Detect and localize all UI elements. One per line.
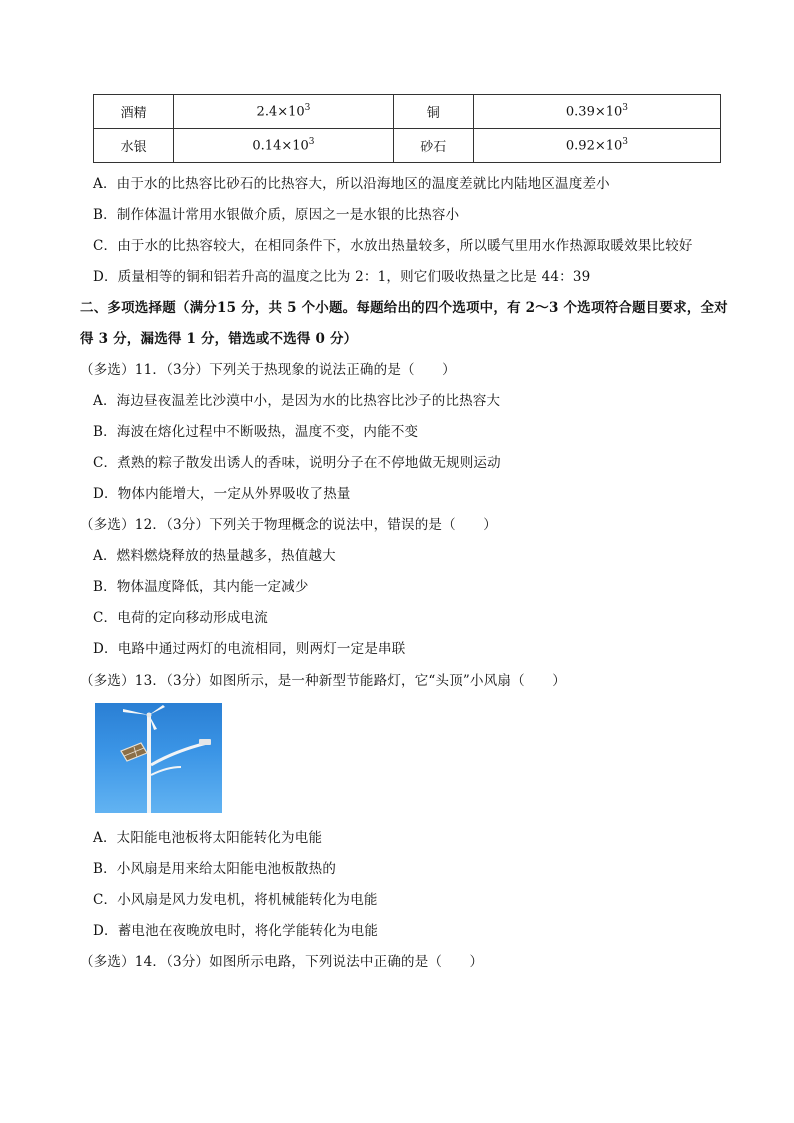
q10-option-b: B．制作体温计常用水银做介质，原因之一是水银的比热容小 <box>93 207 460 223</box>
q13-option-c: C．小风扇是风力发电机，将机械能转化为电能 <box>93 892 378 908</box>
q12-option-a: A．燃料燃烧释放的热量越多，热值越大 <box>93 548 336 564</box>
q11-option-d: D．物体内能增大，一定从外界吸收了热量 <box>93 486 351 502</box>
street-lamp-photo <box>95 703 222 813</box>
section-heading-cont: 得 3 分，漏选得 1 分，错选或不选得 0 分） <box>80 331 358 347</box>
table-cell: $0.92\times 10^3$ <box>473 129 720 163</box>
table-cell: $0.14\times 10^3$ <box>174 129 393 163</box>
table-cell: 酒精 <box>94 95 174 129</box>
q13-option-b: B．小风扇是用来给太阳能电池板散热的 <box>93 861 337 877</box>
q13-option-a: A．太阳能电池板将太阳能转化为电能 <box>93 830 323 846</box>
q13-option-d: D．蓄电池在夜晚放电时，将化学能转化为电能 <box>93 923 379 939</box>
q10-option-a: A．由于水的比热容比砂石的比热容大，所以沿海地区的温度差就比内陆地区温度差小 <box>93 176 610 192</box>
table-row <box>94 95 721 129</box>
q12-option-d: D．电路中通过两灯的电流相同，则两灯一定是串联 <box>93 641 406 657</box>
table-cell: $0.39\times 10^3$ <box>473 95 720 129</box>
q11-option-b: B．海波在熔化过程中不断吸热，温度不变，内能不变 <box>93 424 419 440</box>
q13-stem: （多选）13．（3分）如图所示，是一种新型节能路灯，它“头顶”小风扇（ ） <box>80 673 566 689</box>
q14-stem: （多选）14．（3分）如图所示电路，下列说法中正确的是（ ） <box>80 954 484 970</box>
q10-option-d: D．质量相等的铜和铝若升高的温度之比为 2：1，则它们吸收热量之比是 44：39 <box>93 269 591 285</box>
table-row <box>94 129 721 163</box>
q12-stem: （多选）12．（3分）下列关于物理概念的说法中，错误的是（ ） <box>80 517 497 533</box>
table-cell: 水银 <box>94 129 174 163</box>
street-lamp-icon <box>95 703 222 813</box>
q11-option-c: C．煮熟的粽子散发出诱人的香味，说明分子在不停地做无规则运动 <box>93 455 501 471</box>
q12-option-b: B．物体温度降低，其内能一定减少 <box>93 579 309 595</box>
section-heading: 二、多项选择题（满分15 分，共 5 个小题。每题给出的四个选项中，有 2～3 个选项符合题目要求，全对 <box>80 300 728 316</box>
q11-option-a: A．海边昼夜温差比沙漠中小，是因为水的比热容比沙子的比热容大 <box>93 393 501 409</box>
q11-stem: （多选）11．（3分）下列关于热现象的说法正确的是（ ） <box>80 362 456 378</box>
table-cell: 砂石 <box>393 129 473 163</box>
specific-heat-table <box>93 94 721 163</box>
q10-option-c: C．由于水的比热容较大，在相同条件下，水放出热量较多，所以暖气里用水作热源取暖效果比较好 <box>93 238 693 254</box>
table-cell: $2.4\times 10^3$ <box>174 95 393 129</box>
table-cell: 铜 <box>393 95 473 129</box>
q12-option-c: C．电荷的定向移动形成电流 <box>93 610 268 626</box>
